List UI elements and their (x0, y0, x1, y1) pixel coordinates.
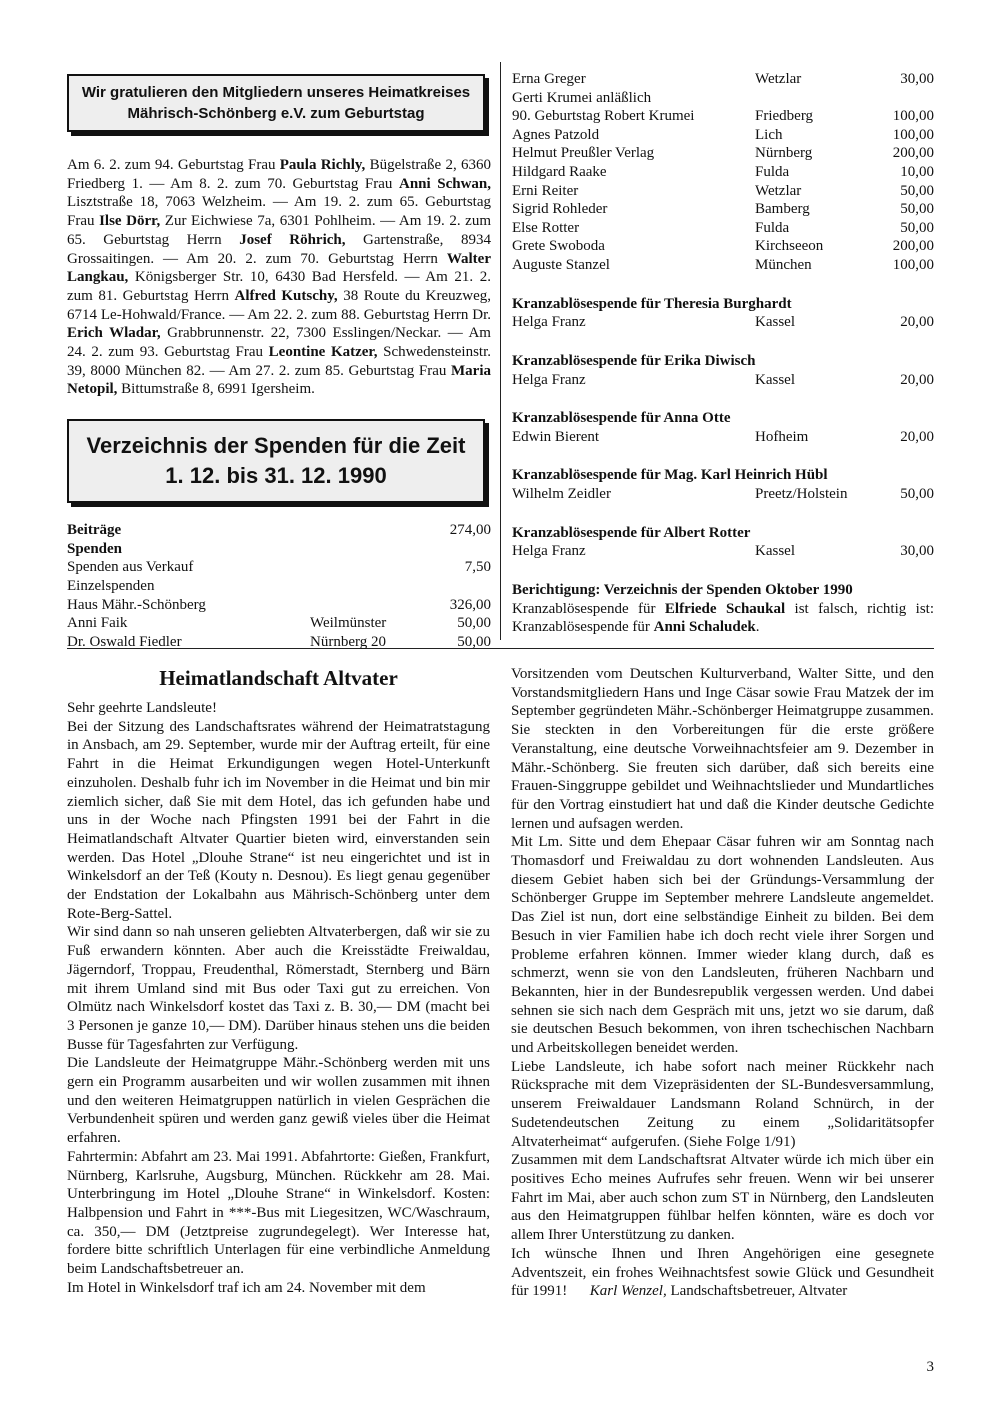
birthday-text-segment: Zur Eichwiese 7a, 6301 Pohlheim. — Am 19. 2. zum 65. Geburtstag Herrn (67, 213, 491, 248)
correction-heading: Berichtigung: Verzeichnis der Spenden Oktober 1990 (512, 582, 853, 599)
donation-city: Kassel (755, 543, 795, 560)
article-paragraph: Im Hotel in Winkelsdorf traf ich am 24. November mit dem (67, 1279, 426, 1296)
donation-amount (410, 577, 491, 596)
wreath-heading: Kranzablösespende für Albert Rotter (512, 524, 751, 541)
donation-city (310, 521, 410, 540)
donation-row (512, 371, 934, 390)
donation-city: Friedberg (755, 108, 814, 125)
wreath-heading: Kranzablösespende für Mag. Karl Heinrich Hübl (512, 467, 828, 484)
celebrant-name: Paula Richly, (279, 157, 366, 173)
celebrant-name: Anni Schwan, (398, 175, 491, 192)
donation-row (67, 633, 491, 652)
wreath-heading: Kranzablösespende für Erika Diwisch (512, 352, 756, 369)
wreath-donation (512, 295, 934, 332)
donation-name: Hildgard Raake (512, 163, 607, 180)
birthday-text-segment: Königsberger Str. 10, 6430 Bad Hersfeld. — Am 21. 2. zum 81. Geburtstag Herrn (67, 269, 491, 304)
donation-name: Sigrid Rohleder (512, 201, 608, 218)
donation-row (512, 107, 934, 126)
donation-city: Fulda (755, 163, 790, 180)
donation-name: Gerti Krumei anläßlich (512, 89, 652, 106)
signature-role: Landschaftsbetreuer, Altvater (666, 1283, 848, 1300)
donation-name: Helga Franz (512, 371, 586, 388)
donation-name: Edwin Bierent (512, 428, 600, 445)
donation-amount: 200,00 (892, 145, 934, 162)
celebrant-name: Leontine Katzer, (268, 344, 378, 361)
birthday-text-segment: Bügelstraße 2, 6360 Friedberg 1. — Am 8. 2. zum 70. Geburtstag Frau (67, 157, 491, 192)
donation-amount: 20,00 (900, 428, 934, 445)
donation-amount: 20,00 (900, 314, 934, 331)
donation-city: Hofheim (755, 428, 809, 445)
donation-amount: 30,00 (900, 71, 934, 87)
correction-text: Kranzablösespende für Elfriede Schaukal ist falsch, richtig ist: Kranzablösespende für Anni Schaludek. (512, 600, 934, 636)
donation-row (67, 521, 491, 540)
birthday-header-box (67, 74, 485, 132)
donation-row (512, 182, 934, 201)
donation-city: Wetzlar (755, 182, 802, 199)
donation-city: Nürnberg 20 (310, 633, 386, 650)
article-paragraph: Liebe Landsleute, ich habe sofort nach meiner Rückkehr nach Rücksprache mit dem Vizepräsidenten der SL-Bundesversammlung, unserem Freiwaldauer Landsmann Roland Schnürch, in der Sudetendeutschen Zeitung zu einem „Solidaritätsopfer Altvaterheimat“ aufgerufen. (Siehe Folge 1/91) (511, 1058, 934, 1150)
donation-amount: 50,00 (900, 219, 934, 236)
column-divider (500, 62, 501, 640)
donations-header-box (67, 419, 485, 503)
donation-city: Bamberg (755, 201, 810, 218)
correction-notice (512, 581, 934, 637)
donation-city: Kassel (755, 314, 795, 331)
article-paragraph: Ich wünsche Ihnen und Ihren Angehörigen eine gesegnete Adventszeit, ein frohes Weihnachtsfest sowie Glück und Gesundheit für 1991! Karl Wenzel, Landschaftsbetreuer, Altvater (511, 1245, 934, 1300)
donation-row (512, 163, 934, 182)
donation-name: 90. Geburtstag Robert Krumei (512, 108, 695, 125)
article-paragraph: Mit Lm. Sitte und dem Ehepaar Cäsar fuhren wir am Sonntag nach Thomasdorf und Freiwaldau zu dort wohnenden Landsleuten. Aus diesem Gebiet haben sich bei der Gründungs-Versammlung der Schönberger Gruppe im September mehrere Landsleute angemeldet. Das Ziel ist nun, dort eine selbständige Einheit zu bilden. Bei dem Besuch in vier Familien habe ich doch recht viele ihrer Sorgen und Probleme erfahren können. Immer wieder klang durch, daß es schmerzt, wenn sie von den Landsleuten, früheren Nachbarn und Bekannten, hier in der Bundesrepublik vergessen werden. Und dabei sehnen sie sich nach dem Gespräch mit uns, jetzt wo sie darum, daß sie deutschen Besuch bekommen, von ihren tschechischen Nachbarn und Arbeitskollegen beneidet werden. (511, 834, 934, 1057)
donation-amount: 326,00 (449, 596, 491, 613)
donation-amount: 100,00 (892, 108, 934, 125)
donation-name: Haus Mähr.-Schönberg (67, 596, 206, 613)
donation-amount: 30,00 (900, 543, 934, 560)
donation-name: Else Rotter (512, 219, 580, 236)
donation-amount: 7,50 (464, 559, 491, 576)
signature (567, 1283, 847, 1299)
celebrant-name: Erich Wladar, (67, 325, 161, 342)
donation-name: Helmut Preußler Verlag (512, 145, 655, 162)
birthday-text-segment: Bittumstraße 8, 6991 Igersheim. (117, 381, 315, 398)
birthday-header-line2: Mährisch-Schönberg e.V. zum Geburtstag (127, 105, 425, 122)
donation-name: Wilhelm Zeidler (512, 486, 611, 503)
donation-name: Spenden aus Verkauf (67, 559, 194, 576)
donation-row (512, 542, 934, 561)
donation-row (67, 614, 491, 633)
donation-name: Helga Franz (512, 543, 586, 560)
celebrant-name: Maria Netopil, (67, 362, 491, 398)
donation-amount: 50,00 (900, 486, 934, 503)
donation-city: Preetz/Holstein (755, 486, 848, 503)
donation-name: Helga Franz (512, 314, 586, 331)
celebrant-name: Alfred Kutschy, (234, 287, 338, 304)
donation-city: München (755, 256, 812, 273)
article-left-column (67, 665, 490, 1298)
donation-row (512, 428, 934, 447)
donation-city (310, 540, 410, 559)
wreath-donation (512, 466, 934, 503)
donation-name: Erna Greger (512, 71, 586, 87)
donation-city (310, 558, 410, 577)
birthday-header-line1: Wir gratulieren den Mitgliedern unseres Heimatkreises (81, 84, 471, 101)
donation-amount (855, 89, 934, 108)
donation-name: Dr. Oswald Fiedler (67, 633, 182, 650)
birthday-text-segment: Am 6. 2. zum 94. Geburtstag Frau (67, 157, 280, 173)
donation-row (512, 219, 934, 238)
donation-city (310, 577, 410, 596)
right-column (512, 70, 934, 637)
signature-name: Karl Wenzel, (589, 1283, 667, 1300)
birthday-text-segment: 38 Route du Kreuzweg, 6714 Le-Hohwald/France. — Am 22. 2. zum 88. Geburtstag Herrn Dr. (67, 287, 491, 323)
donation-amount (410, 540, 491, 559)
donation-amount: 100,00 (892, 256, 934, 273)
donation-city: Nürnberg (755, 145, 813, 162)
donations-table-left (67, 521, 491, 651)
donation-city (310, 596, 410, 615)
birthday-text-segment: Schwedensteinstr. 39, 8000 München 82. — Am 27. 2. zum 85. Geburtstag Frau (67, 344, 491, 379)
donation-row (67, 596, 491, 615)
article-paragraph: Vorsitzenden vom Deutschen Kulturverband, Walter Sitte, und den Vorstandsmitgliedern Hans und Inge Cäsar sowie Frau Matzek der im September gegründeten Mähr.-Schönberger Heimatgruppe zusammen. (511, 666, 934, 720)
article-paragraph: Fahrtermin: Abfahrt am 23. Mai 1991. Abfahrtorte: Gießen, Frankfurt, Nürnberg, Karlsruhe, Augsburg, München. Rückkehr am 28. Mai. Unterbringung im Hotel „Dlouhe Strane“ in Winkelsdorf. Kosten: Halbpension und Fahrt in ***-Bus mit Liegesitzen, WC/Waschraum, ca. 350,— DM (Jetztpreise zugrundegelegt). Wer Interesse hat, fordere bitte schriftlich Unterlagen für eine verbindliche Anmeldung beim Landschaftsbetreuer an. (67, 1148, 490, 1278)
article-right-column (511, 665, 934, 1301)
donation-row (512, 237, 934, 256)
donation-row (512, 126, 934, 145)
donation-amount: 50,00 (457, 633, 491, 650)
donations-header-line1: Verzeichnis der Spenden für die Zeit (86, 433, 466, 459)
article-paragraph: Wir sind dann so nah unseren geliebten Altvaterbergen, daß wir sie zu Fuß erwandern könnten. Aber auch die Kreisstädte Freiwaldau, Jägerndorf, Troppau, Freudenthal, Römerstadt, Sternberg und Bärn mit ihrem Umland sind mit Bus oder Taxi gut zu erreichen. Von Olmütz nach Winkelsdorf kostet das Taxi z. B. 30,— DM (macht bei 3 Personen je ganze 10,— DM). Darüber hinaus stehen uns die beiden Busse für Tagesfahrten zur Verfügung. (67, 924, 490, 1053)
celebrant-name: Walter Langkau, (67, 250, 491, 286)
wreath-donation (512, 409, 934, 446)
donation-amount: 50,00 (900, 182, 934, 199)
donation-name: Beiträge (67, 522, 122, 539)
donation-row (512, 485, 934, 504)
donation-amount: 274,00 (449, 522, 491, 539)
donation-city: Fulda (755, 219, 790, 236)
donation-row (512, 256, 934, 275)
donation-row (67, 577, 491, 596)
wreath-heading: Kranzablösespende für Theresia Burghardt (512, 295, 792, 312)
article-paragraph: Sie steckten in den Vorbereitungen für die erste größere Veranstaltung, eine deutsche Vorweihnachtsfeier am 9. Dezember in Mähr.-Schönberg. Sie freuten sich darüber, daß sich bereits eine Frauen-Singgruppe gebildet und Weihnachtslieder und Mundartliches für den Vortrag einstudiert hat und daß die Kinder deutsche Gedichte lernen und aufsagen werden. (511, 722, 934, 832)
donation-city: Wetzlar (755, 71, 802, 87)
donation-city: Kassel (755, 371, 795, 388)
donation-amount: 10,00 (900, 163, 934, 180)
donation-city: Lich (755, 126, 783, 143)
donation-name: Auguste Stanzel (512, 256, 610, 273)
birthday-text-segment: Grabbrunnenstr. 22, 7300 Esslingen/Neckar. — Am 24. 2. zum 93. Geburtstag Frau (67, 325, 491, 361)
donation-city: Kirchseeon (755, 238, 824, 255)
celebrant-name: Josef Röhrich, (239, 231, 346, 248)
celebrant-name: Ilse Dörr, (99, 213, 161, 230)
donation-name: Spenden (67, 540, 123, 557)
page-number: 3 (926, 1359, 934, 1375)
donation-name: Agnes Patzold (512, 126, 600, 143)
donation-row (512, 200, 934, 219)
donation-name: Erni Reiter (512, 182, 579, 199)
donation-row (512, 89, 934, 108)
birthday-text (67, 156, 491, 399)
donation-amount: 50,00 (900, 201, 934, 218)
donations-header-line2: 1. 12. bis 31. 12. 1990 (165, 463, 387, 489)
article-paragraph: Sehr geehrte Landsleute! (67, 700, 217, 716)
donations-table-right (512, 70, 934, 275)
donation-name: Einzelspenden (67, 577, 155, 594)
wreath-heading: Kranzablösespende für Anna Otte (512, 410, 731, 427)
donation-city (755, 89, 855, 108)
donation-amount: 100,00 (892, 126, 934, 143)
wreath-donation (512, 524, 934, 561)
wreath-donation (512, 352, 934, 389)
article-title: Heimatlandschaft Altvater (159, 666, 398, 690)
donation-row (512, 313, 934, 332)
donation-amount: 50,00 (457, 615, 491, 632)
article-paragraph: Die Landsleute der Heimatgruppe Mähr.-Schönberg werden mit uns gern ein Programm ausarbeiten und wir wollen zusammen mit ihnen und den weiteren Heimatgruppen natürlich in vielen Gesprächen die Verbundenheit spüren und werden ganz gewiß vieles über die Heimat erfahren. (67, 1055, 490, 1147)
donation-city: Weilmünster (310, 615, 387, 632)
donation-row (67, 540, 491, 559)
birthday-text-segment: Gartenstraße, 8934 Grossaitingen. — Am 20. 2. zum 70. Geburtstag Herrn (67, 231, 491, 267)
donation-row (67, 558, 491, 577)
wreath-donations (512, 295, 934, 561)
donation-row (512, 70, 934, 89)
article-paragraph: Zusammen mit dem Landschaftsrat Altvater würde ich mich über ein positives Echo meines Aufrufes sehr freuen. Wenn wir bei unserer Fahrt im Mai, aber auch schon zum ST in Nürnberg, den Landsleuten aus den Heimatgruppen fühlbar helfen könnten, wäre es doch vor allem Ihrer Unterstützung zu danken. (511, 1152, 934, 1244)
donation-name: Grete Swoboda (512, 238, 605, 255)
donation-amount: 20,00 (900, 371, 934, 388)
donation-name: Anni Faik (67, 615, 128, 632)
birthday-text-segment: Lisztstraße 18, 7063 Welzheim. — Am 19. 2. zum 65. Geburtstag Frau (67, 194, 491, 230)
article-paragraph: Bei der Sitzung des Landschaftsrates während der Heimatratstagung in Ansbach, am 29. September, wurde mir der Auftrag erteilt, für eine Fahrt in die Heimat Erkundigungen wegen Hotel-Unterkunft einzuholen. Deshalb fuhr ich im November in die Heimat und bin mir ziemlich sicher, daß Sie mit dem Hotel, das ich gefunden habe und uns in der Woche nach Pfingsten 1991 bei der Fahrt in die Heimatlandschaft Altvater Quartier bieten wird, einverstanden sein werden. Das Hotel „Dlouhe Strane“ ist neu eingerichtet und ist in Winkelsdorf an der Teß (Kouty n. Desnou). Es liegt genau gegenüber der Endstation der Lokalbahn aus Mährisch-Schönberg unter dem Rote-Berg-Sattel. (67, 718, 490, 922)
left-column (67, 74, 491, 651)
donation-amount: 200,00 (892, 238, 934, 255)
donation-row (512, 144, 934, 163)
